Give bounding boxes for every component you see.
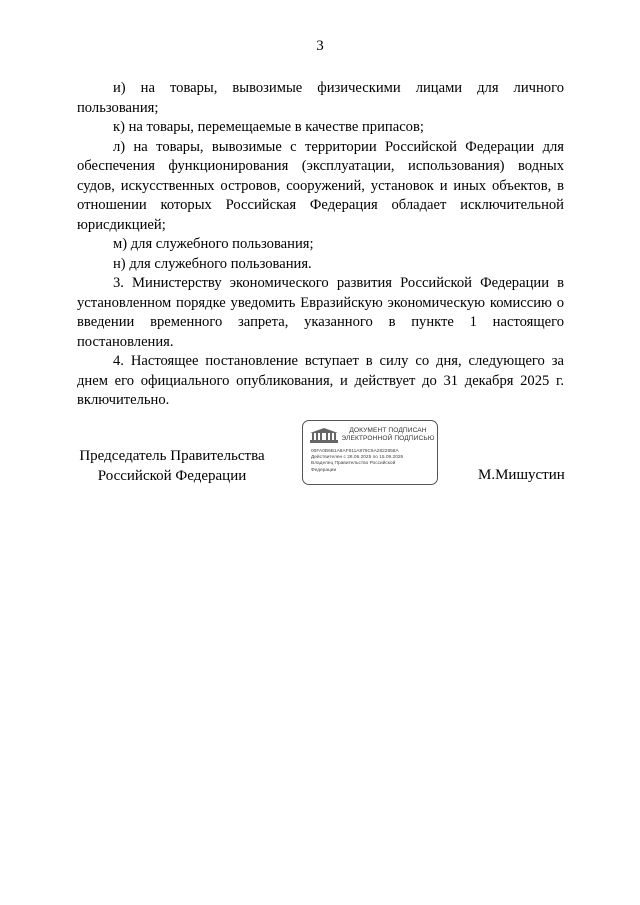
stamp-title [341,427,435,443]
paragraph-point-3: 3. Министерству экономического развития Российской Федерации в установленном порядке уведомить Евразийскую экономическую комиссию о введении временного запрета, указанного в пункте 1 настоящего постановления. [77,275,564,350]
page-number: 3 [316,38,324,54]
signatory-position-line1: Председатель Правительства [79,448,265,464]
signatory-position-line2: Российской Федерации [97,467,247,484]
stamp-issuer-line1: Владелец Правительство Российской [311,461,396,467]
paragraph-item-l: л) на товары, вывозимые с территории Российской Федерации для обеспечения функционирования (эксплуатации, использования) водных судов, искусственных островов, сооружений, установок и иных объектов, в отношении которых Российская Федерация обладает исключительной юрисдикцией; [77,138,564,233]
stamp-issuer-line2: Федерации [311,467,337,473]
document-body [77,79,564,411]
paragraph-item-n: н) для служебного пользования. [113,255,312,272]
signatory-position [77,447,267,486]
paragraph-item-k: к) на товары, перемещаемые в качестве припасов; [113,119,424,135]
stamp-details [311,449,433,474]
stamp-validity: Действителен с 26.06.2025 по 15.09.2026 [311,455,404,461]
stamp-title-line2: ЭЛЕКТРОННОЙ ПОДПИСЬЮ [341,435,435,442]
stamp-title-line1: ДОКУМЕНТ ПОДПИСАН [349,427,427,434]
emblem-icon [309,427,339,445]
paragraph-item-m: м) для служебного пользования; [113,236,314,252]
stamp-certificate: 00FA0B6B1A8AF911A879C6A2822858A [311,449,399,454]
electronic-signature-stamp [302,420,438,485]
paragraph-point-4: 4. Настоящее постановление вступает в силу со дня, следующего за днем его официального опубликования, и действует до 31 декабря 2025 г. включительно. [77,353,564,408]
paragraph-item-i: и) на товары, вывозимые физическими лицами для личного пользования; [77,80,564,116]
signatory-name: М.Мишустин [478,467,565,483]
